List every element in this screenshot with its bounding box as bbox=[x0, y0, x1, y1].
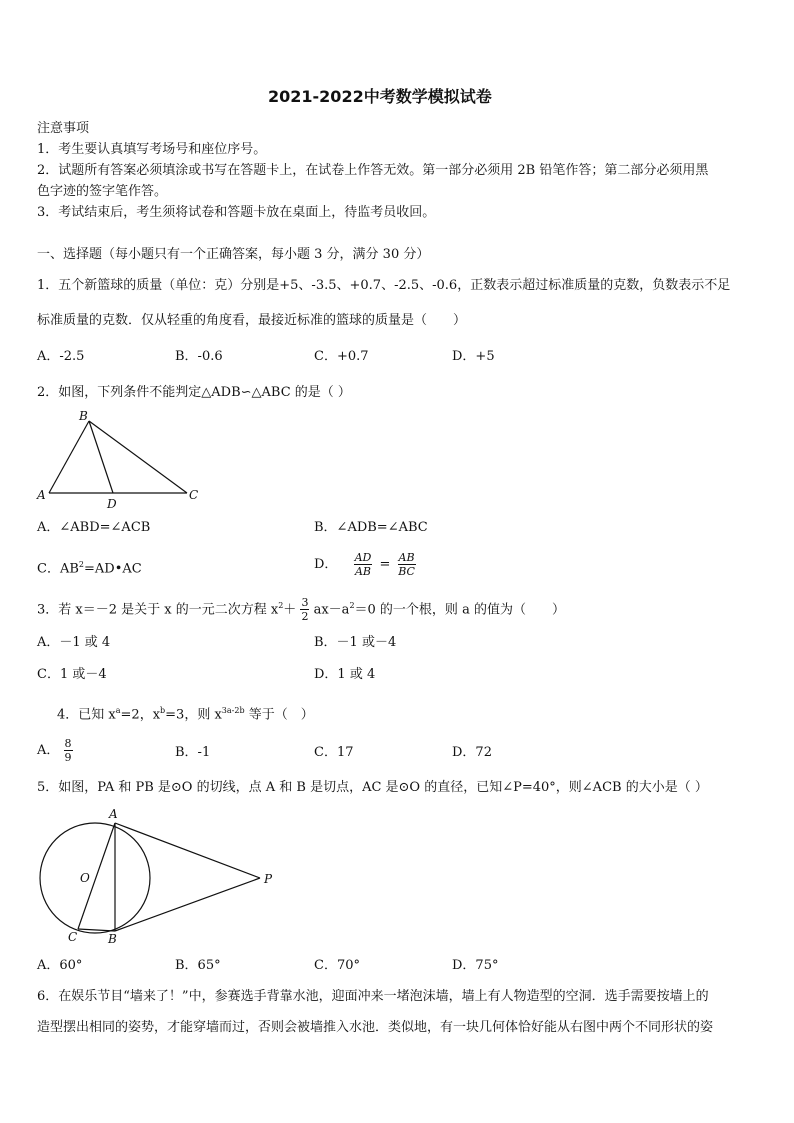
notice-item-2: 2．试题所有答案必须填涂或书写在答题卡上，在试卷上作答无效。第一部分必须用 2B 铅笔作答；第二部分必须用黑 bbox=[37, 163, 709, 178]
q3-option-b: B．－1 或－4 bbox=[314, 635, 397, 650]
q1-stem-line1: 1．五个新篮球的质量（单位：克）分别是+5、-3.5、+0.7、-2.5、-0.6，正数表示超过标准质量的克数，负数表示不足 bbox=[37, 278, 731, 293]
q4-option-c: C．17 bbox=[314, 745, 354, 760]
q4-option-b: B．-1 bbox=[175, 745, 211, 760]
q2-label-d: D bbox=[107, 497, 117, 510]
q3-fraction: $\frac{3}{2}$ bbox=[301, 596, 309, 624]
q2-label-c: C bbox=[189, 488, 199, 502]
q2-option-c: C．$AB^2=AD•AC$ bbox=[37, 560, 142, 577]
page-title: 2021-2022中考数学模拟试卷 bbox=[268, 87, 492, 106]
notice-heading: 注意事项 bbox=[37, 121, 90, 136]
q2-triangle-figure bbox=[34, 405, 204, 510]
q2-option-d-fraction-2: $\frac{AB}{BC}$ bbox=[398, 551, 415, 578]
section-heading: 一、选择题（每小题只有一个正确答案，每小题 3 分，满分 30 分） bbox=[37, 247, 430, 262]
q2-option-d: D． $\frac{AD}{AB}$ = $\frac{AB}{BC}$ bbox=[314, 551, 415, 578]
notice-item-2-cont: 色字迹的签字笔作答。 bbox=[37, 184, 168, 199]
q3-option-a: A．－1 或 4 bbox=[37, 635, 111, 650]
q5-option-c: C．70° bbox=[314, 958, 360, 973]
q4-option-a: A． $\frac{8}{9}$ bbox=[37, 737, 72, 764]
q5-label-c: C bbox=[68, 930, 78, 944]
q2-label-b: B bbox=[79, 409, 88, 423]
q2-label-a: A bbox=[37, 488, 46, 502]
q2-stem: 2．如图，下列条件不能判定△ADB∽△ABC 的是（ ） bbox=[37, 385, 351, 400]
q5-label-b: B bbox=[108, 932, 117, 946]
q3-option-d: D．1 或 4 bbox=[314, 667, 376, 682]
q4-option-a-fraction: $\frac{8}{9}$ bbox=[64, 737, 72, 764]
q2-option-b: B．∠ADB=∠ABC bbox=[314, 520, 428, 535]
q1-option-d: D．+5 bbox=[452, 349, 495, 364]
q5-label-p: P bbox=[264, 872, 273, 886]
q6-stem-line2: 造型摆出相同的姿势，才能穿墙而过，否则会被墙推入水池．类似地，有一块几何体恰好能从右图中两个不同形状的姿 bbox=[37, 1020, 714, 1035]
q4-option-d: D．72 bbox=[452, 745, 492, 760]
q5-option-d: D．75° bbox=[452, 958, 499, 973]
q5-option-a: A．60° bbox=[37, 958, 83, 973]
q3-stem: 3．若 x＝－2 是关于 x 的一元二次方程 $x^2+$ $\frac{3}{2}$ $ax-a^2=0$ 的一个根，则 a 的值为（ ） bbox=[37, 596, 565, 624]
notice-item-1: 1．考生要认真填写考场号和座位序号。 bbox=[37, 142, 267, 157]
notice-item-3: 3．考试结束后，考生须将试卷和答题卡放在桌面上，待监考员收回。 bbox=[37, 205, 436, 220]
q2-option-a: A．∠ABD=∠ACB bbox=[37, 520, 151, 535]
q6-stem-line1: 6．在娱乐节目“墙来了！”中，参赛选手背靠水池，迎面冲来一堵泡沫墙，墙上有人物造型的空洞．选手需要按墙上的 bbox=[37, 989, 709, 1004]
q5-label-o: O bbox=[80, 871, 90, 885]
q1-option-a: A．-2.5 bbox=[37, 349, 85, 364]
q5-circle-figure bbox=[30, 803, 290, 948]
q5-label-a: A bbox=[109, 807, 118, 821]
q4-stem: 4．已知 $x^a=2$，$x^b=3$，则 $x^{3a-2b}$ 等于（ ） bbox=[57, 706, 314, 723]
q1-option-b: B．-0.6 bbox=[175, 349, 223, 364]
q5-stem: 5．如图，PA 和 PB 是⊙O 的切线，点 A 和 B 是切点，AC 是⊙O 的直径，已知∠P=40°，则∠ACB 的大小是（ ） bbox=[37, 780, 708, 795]
q3-option-c: C．1 或－4 bbox=[37, 667, 107, 682]
q1-stem-line2: 标准质量的克数．仅从轻重的角度看，最接近标准的篮球的质量是（ ） bbox=[37, 313, 467, 328]
q5-option-b: B．65° bbox=[175, 958, 221, 973]
q1-option-c: C．+0.7 bbox=[314, 349, 369, 364]
q2-option-d-fraction-1: $\frac{AD}{AB}$ bbox=[354, 551, 372, 578]
